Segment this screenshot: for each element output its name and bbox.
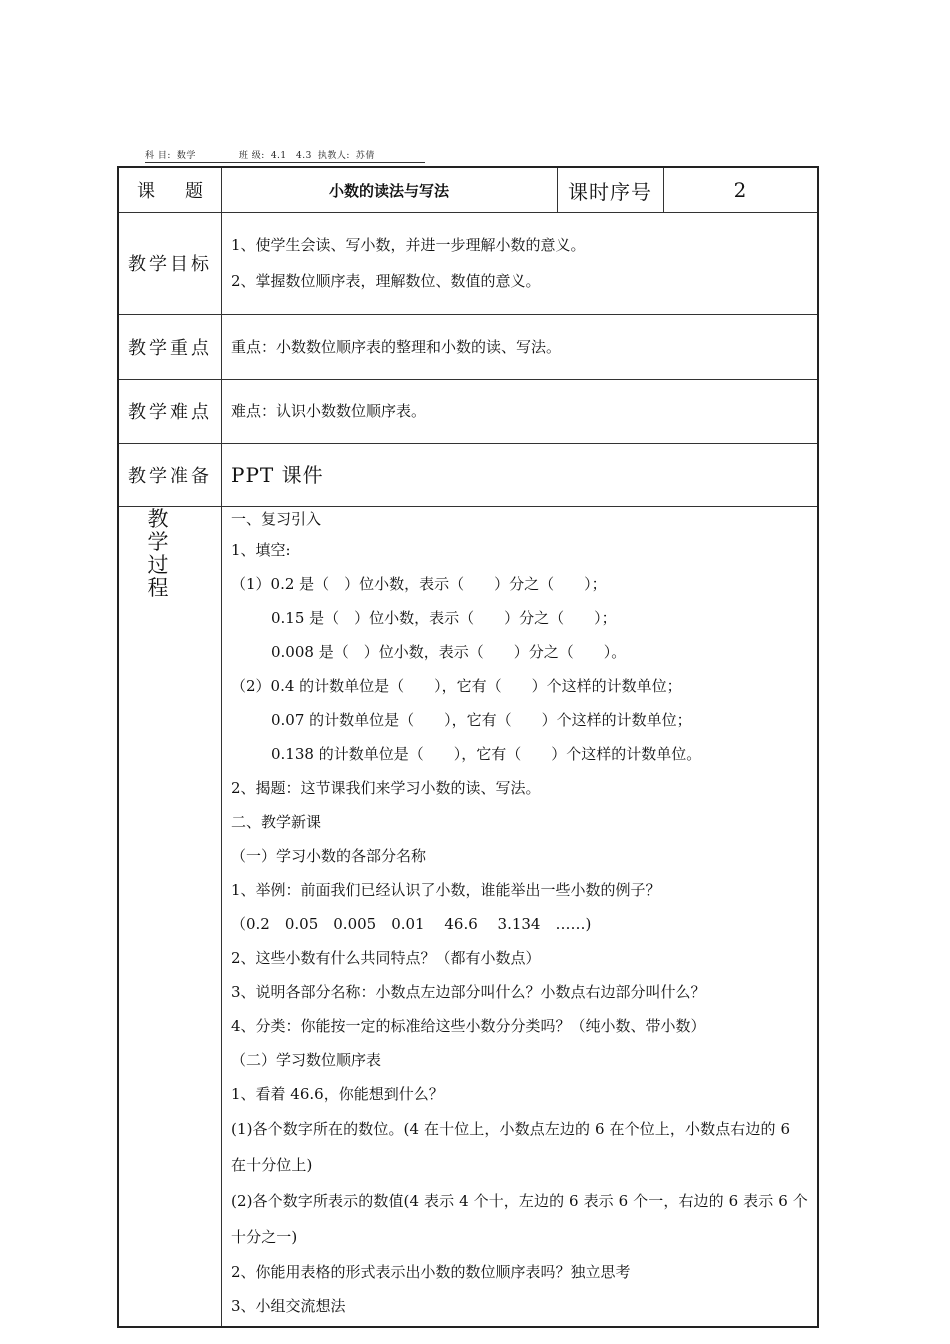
- process-line: 0.138 的计数单位是（ ），它有（ ）个这样的计数单位。: [271, 745, 702, 763]
- process-label: [146, 508, 170, 600]
- process-line: 1、填空:: [231, 541, 291, 559]
- process-line: 3、小组交流想法: [231, 1297, 346, 1315]
- key-point-text: 重点：小数数位顺序表的整理和小数的读、写法。: [231, 337, 562, 356]
- subject-value: 数学: [176, 151, 196, 161]
- process-content: [221, 506, 817, 1326]
- lesson-plan-table: [117, 166, 819, 1328]
- teacher-label: 执教人:: [317, 151, 350, 161]
- process-line: (2)各个数字所表示的数值(4 表示 4 个十，左边的 6 表示 6 个一，右边的 6 表示 6 个十分之一): [231, 1192, 808, 1246]
- process-line: （1）0.2 是（ ）位小数，表示（ ）分之（ ）；: [231, 575, 607, 593]
- sequence-label: 课时序号: [557, 168, 664, 212]
- preparation-row: [119, 443, 817, 507]
- process-line: （2）0.4 的计数单位是（ ），它有（ ）个这样的计数单位；: [231, 677, 682, 695]
- process-row: [119, 506, 817, 1326]
- section-heading: 二、教学新课: [231, 813, 322, 831]
- process-line: 0.07 的计数单位是（ ），它有（ ）个这样的计数单位；: [271, 711, 692, 729]
- process-line: （一）学习小数的各部分名称: [231, 847, 427, 865]
- process-line: 0.008 是（ ）位小数，表示（ ）分之（ ）。: [271, 643, 627, 661]
- process-line: （0.2 0.05 0.005 0.01 46.6 3.134 ……): [231, 915, 592, 933]
- process-label-char: 过: [147, 553, 169, 577]
- process-line: 1、举例：前面我们已经认识了小数，谁能举出一些小数的例子？: [231, 881, 661, 899]
- objectives-label: 教学目标: [119, 212, 222, 314]
- difficulty-label: 教学难点: [119, 379, 222, 443]
- class-label: 班 级:: [238, 151, 265, 161]
- class-value-1: 4.1: [270, 151, 287, 161]
- objective-item: 1、使学生会读、写小数，并进一步理解小数的意义。: [231, 236, 586, 254]
- objectives-row: [119, 212, 817, 315]
- preparation-content: [221, 443, 817, 506]
- teacher-value: 苏倩: [355, 151, 375, 161]
- preparation-text: PPT 课件: [231, 462, 324, 487]
- process-line: 2、揭题：这节课我们来学习小数的读、写法。: [231, 779, 541, 797]
- objective-item: 2、掌握数位顺序表，理解数位、数值的意义。: [231, 272, 541, 290]
- process-label-cell: [119, 506, 222, 1326]
- sequence-value: 2: [733, 178, 747, 202]
- process-line: 2、你能用表格的形式表示出小数的数位顺序表吗？独立思考: [231, 1263, 631, 1281]
- process-line: 1、看着 46.6，你能想到什么？: [231, 1085, 444, 1103]
- topic-label: 课题: [137, 181, 233, 202]
- process-label-char: 教: [147, 507, 169, 531]
- topic-title: 小数的读法与写法: [221, 168, 558, 212]
- process-line: 4、分类：你能按一定的标准给这些小数分分类吗？（纯小数、带小数）: [231, 1017, 706, 1035]
- process-label-char: 学: [147, 530, 169, 554]
- objectives-content: [221, 212, 817, 314]
- difficulty-row: [119, 379, 817, 444]
- topic-row: [119, 168, 817, 213]
- topic-label-cell: [119, 168, 233, 212]
- process-line: （二）学习数位顺序表: [231, 1051, 382, 1069]
- process-line: 0.15 是（ ）位小数，表示（ ）分之（ ）；: [271, 609, 617, 627]
- key-point-row: [119, 314, 817, 380]
- key-point-content: [221, 314, 817, 379]
- process-line: (1)各个数字所在的数位。(4 在十位上，小数点左边的 6 在个位上，小数点右边的 6 在十分位上): [231, 1120, 791, 1174]
- process-label-char: 程: [147, 576, 169, 600]
- key-point-label: 教学重点: [119, 314, 222, 379]
- process-line: 2、这些小数有什么共同特点？（都有小数点）: [231, 949, 541, 967]
- difficulty-text: 难点：认识小数数位顺序表。: [231, 402, 427, 420]
- subject-label: 科 目:: [145, 151, 171, 161]
- document-header: [145, 148, 425, 163]
- section-heading: 一、复习引入: [231, 510, 322, 528]
- difficulty-content: [221, 379, 817, 443]
- preparation-label: 教学准备: [119, 443, 222, 506]
- process-line: 3、说明各部分名称：小数点左边部分叫什么？小数点右边部分叫什么？: [231, 983, 706, 1001]
- class-value-2: 4.3: [296, 151, 312, 161]
